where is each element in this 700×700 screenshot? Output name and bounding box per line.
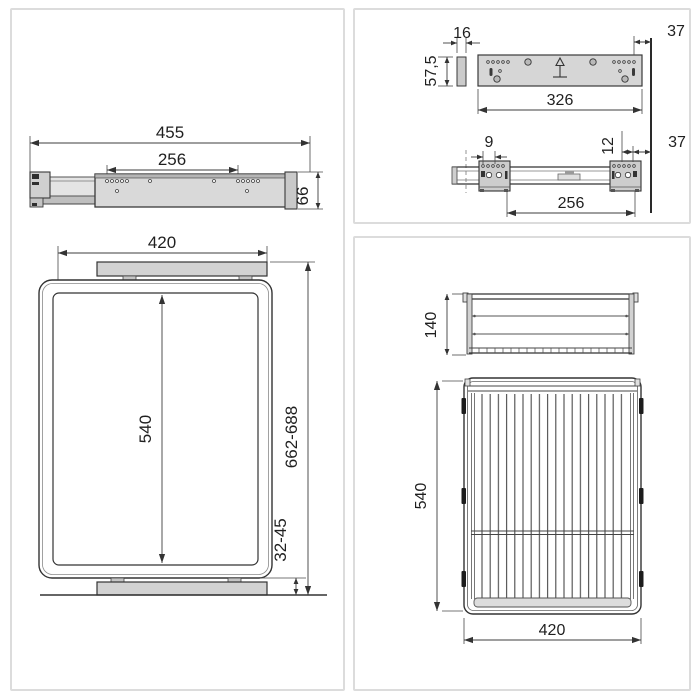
basket-drawing [355,238,689,689]
dim-label-bracket-height: 57,5 [423,55,440,87]
dim-label-edge-offset: 12 [600,137,617,155]
dim-label-hole-pitch: 9 [484,134,494,151]
dim-label-frame-width: 420 [147,233,177,252]
slide-side-view [30,123,323,209]
dim-label-bracket-thickness: 16 [453,25,471,42]
dim-label-plate-length: 326 [546,92,574,109]
dim-label-slide-mount-spacing: 256 [157,150,187,169]
mounting-drawing [355,10,689,222]
basket-top-view [413,378,644,644]
dim-label-floor-gap: 32-45 [271,518,290,562]
panel-mounting-views [353,8,691,224]
frame-front-view [39,233,327,595]
basket-grid-wires [479,394,627,599]
slide-and-frame-drawing [12,10,343,689]
dim-label-slide-height: 66 [293,186,312,206]
basket-bottom-wires [473,348,628,353]
dim-label-plate-wall-offset: 37 [667,23,685,40]
dim-label-frame-inner-height: 540 [136,414,155,444]
dim-label-slide-wall-offset: 37 [668,134,686,151]
panel-basket-views [353,236,691,691]
dim-label-basket-width: 420 [538,622,566,639]
dim-label-basket-depth: 540 [413,482,430,510]
dim-label-top-mount-spacing: 256 [557,195,585,212]
dim-label-basket-height: 140 [423,311,440,339]
panel-slide-and-frame [10,8,345,691]
dim-label-total-height-range: 662-688 [282,405,301,469]
basket-side-view [423,293,638,355]
dim-label-slide-length: 455 [155,123,185,142]
bracket-plate-top-view [423,23,685,114]
